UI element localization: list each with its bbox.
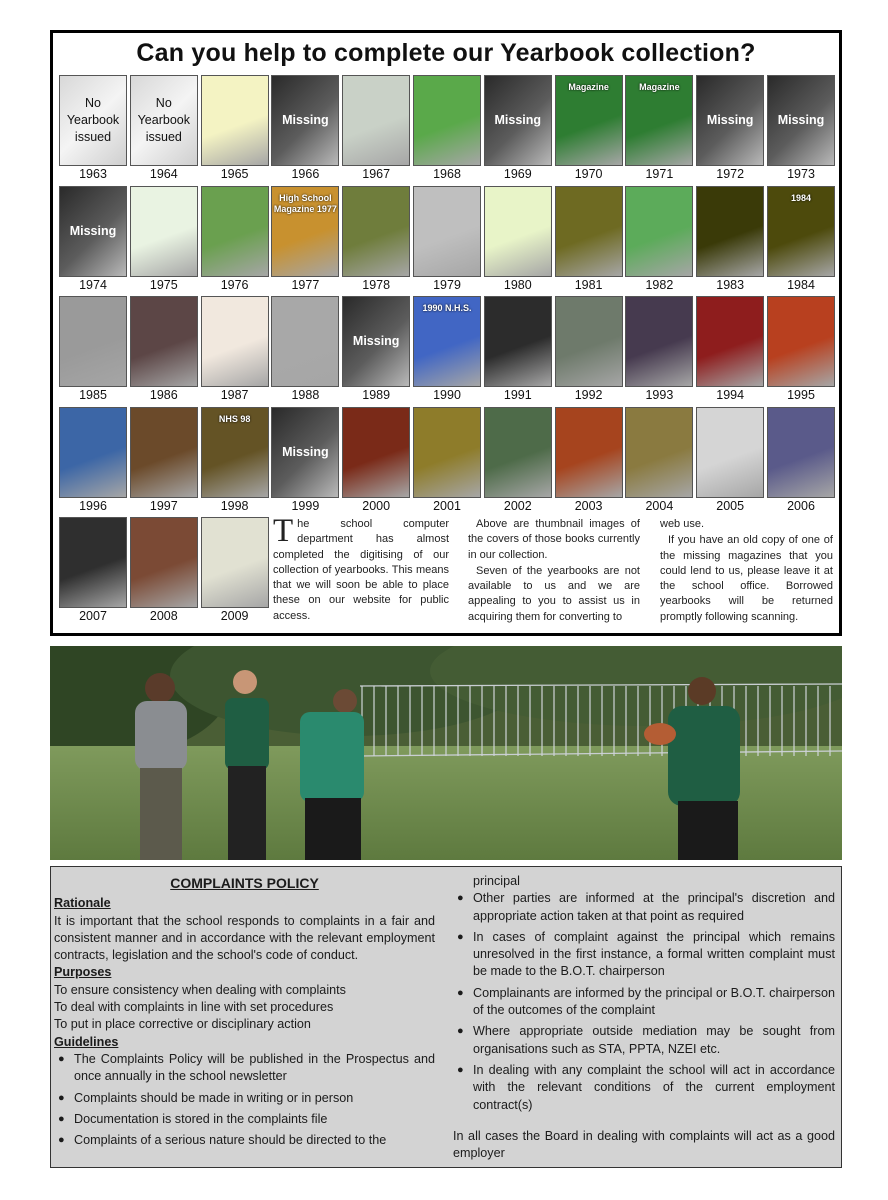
cover-thumbnail: [271, 186, 339, 277]
cover-thumbnail: [696, 186, 764, 277]
cover-year: 2009: [220, 609, 249, 623]
cover-label: Missing: [494, 113, 542, 127]
cover-label: Magazine: [568, 82, 609, 92]
missing-cover-placeholder: [271, 407, 339, 498]
intro-col2-p1: Above are thumbnail images of the covers of those books currently in our collection.: [468, 518, 640, 561]
cover-year: 1968: [433, 167, 461, 181]
guideline-item: [54, 1132, 435, 1149]
cover-year: 1972: [716, 167, 745, 181]
cover-year: 1995: [787, 388, 815, 402]
yearbook-title: Can you help to complete our Yearbook collection?: [136, 39, 756, 67]
intro-column-1: [273, 513, 449, 625]
cover-thumbnail: [342, 186, 410, 277]
guideline-text: Complaints of a serious nature should be directed to the: [74, 1133, 387, 1148]
cover-year: 1998: [220, 498, 249, 513]
missing-cover-placeholder: [271, 75, 339, 166]
cover-year: 1977: [291, 277, 320, 292]
bullet-icon: ●: [457, 930, 464, 943]
cover-year: 1969: [503, 167, 532, 181]
cover-thumbnail: [696, 407, 764, 498]
cover-year: 1992: [574, 388, 603, 402]
cover-thumbnail: [342, 75, 410, 166]
cover-thumbnail: [59, 407, 127, 498]
cover-year: 1978: [362, 277, 391, 292]
cover-year: 1988: [291, 388, 320, 402]
guideline-item: [453, 890, 835, 925]
cover-thumbnail: [767, 296, 835, 387]
cover-thumbnail: [201, 296, 269, 387]
bullet-icon: ●: [58, 1112, 65, 1125]
cover-thumbnail: [484, 407, 552, 498]
player-icon: [225, 670, 269, 860]
cover-year: 1980: [503, 277, 532, 292]
cover-year: 1971: [645, 167, 674, 181]
cover-year: 2005: [716, 498, 745, 513]
rationale-heading: Rationale: [54, 896, 111, 911]
missing-cover-placeholder: [696, 75, 764, 166]
guidelines-list-right: [453, 890, 835, 1114]
missing-cover-placeholder: [484, 75, 552, 166]
cover-year: 1982: [645, 277, 674, 292]
purpose-item: To ensure consistency when dealing with complaints: [54, 982, 346, 997]
guideline-text: Complaints should be made in writing or in person: [74, 1090, 354, 1105]
cover-thumbnail: [271, 296, 339, 387]
guideline-text: In dealing with any complaint the school will act in accordance with the relevant conditions of the current employment contract(s): [473, 1062, 835, 1112]
cover-year: 1987: [220, 388, 249, 402]
cover-thumbnail: [130, 296, 198, 387]
complaints-left-column: [54, 875, 435, 1153]
cover-thumbnail: [625, 407, 693, 498]
guideline-continuation: principal: [473, 874, 520, 888]
intro-col3-p2: If you have an old copy of one of the missing magazines that you could lend to us, please leave it at the school office. Borrowed yearbooks will be returned promptly following scanning.: [660, 534, 833, 623]
cover-label: No Yearbook issued: [137, 96, 190, 144]
rationale-text: It is important that the school responds to complaints in a fair and consistent manner and in accordance with the relevant employment contracts, legislation and the school's code of conduct.: [54, 913, 435, 963]
cover-year: 1993: [645, 388, 674, 402]
guideline-item: [54, 1090, 435, 1107]
cover-year: 1965: [220, 167, 249, 181]
cover-thumbnail: [555, 186, 623, 277]
cover-year: 1975: [149, 277, 178, 292]
cover-label: Missing: [777, 113, 825, 127]
cover-label: Missing: [69, 223, 117, 238]
cover-year: 1990: [433, 388, 461, 402]
cover-label: NHS 98: [218, 413, 251, 424]
cover-thumbnail: [130, 186, 198, 277]
cover-label: Missing: [706, 113, 754, 127]
intro-col3-p1: web use.: [660, 518, 705, 530]
intro-column-3: [660, 517, 833, 626]
guideline-text: In cases of complaint against the principal which remains unresolved in the first instance, a formal written complaint must be made to the B.O.T. chairperson: [473, 929, 835, 979]
cover-thumbnail: [484, 296, 552, 387]
cover-thumbnail: [625, 186, 693, 277]
cover-label: High School Magazine 1977: [273, 192, 337, 214]
cover-year: 1973: [787, 167, 815, 181]
cover-year: 2003: [574, 498, 603, 513]
cover-thumbnail: [413, 296, 481, 387]
cover-thumbnail: [413, 75, 481, 166]
cover-thumbnail: [130, 517, 198, 608]
guidelines-heading: Guidelines: [54, 1034, 119, 1049]
cover-label: Missing: [282, 113, 329, 127]
cover-label: No Yearbook issued: [66, 96, 120, 144]
complaints-policy-box: [50, 866, 842, 1168]
no-yearbook-placeholder: [59, 75, 127, 166]
rugby-ball-icon: [644, 723, 676, 745]
cover-thumbnail: [342, 407, 410, 498]
cover-label: Missing: [352, 334, 400, 348]
cover-thumbnail: [696, 296, 764, 387]
bullet-icon: ●: [457, 986, 464, 999]
guideline-text: Complainants are informed by the principal or B.O.T. chairperson of the outcomes of the complaint: [473, 985, 835, 1018]
cover-label: Missing: [282, 444, 329, 459]
cover-thumbnail: [201, 75, 269, 166]
guideline-text: Where appropriate outside mediation may be sought from organisations such as STA, PPTA, NZEI etc.: [473, 1024, 835, 1056]
cover-thumbnail: [201, 407, 269, 498]
cover-label: 1984: [790, 192, 812, 203]
cover-year: 1964: [149, 167, 178, 181]
students-rugby-photo: [50, 646, 842, 860]
purpose-item: To put in place corrective or disciplinary action: [54, 1017, 311, 1032]
cover-thumbnail: [201, 517, 269, 608]
cover-year: 1963: [79, 167, 107, 181]
cover-year: 1997: [149, 498, 178, 513]
guideline-text: Other parties are informed at the principal's discretion and appropriate action taken at that point as required: [473, 891, 835, 923]
cover-year: 1983: [716, 277, 745, 292]
cover-year: 1970: [574, 167, 603, 181]
cover-year: 1967: [362, 167, 391, 181]
cover-year: 1996: [79, 498, 107, 513]
cover-thumbnail: [625, 296, 693, 387]
cover-label: Magazine: [639, 82, 680, 92]
cover-year: 2001: [433, 498, 461, 513]
cover-thumbnail: [555, 75, 623, 166]
cover-year: 2000: [362, 498, 391, 513]
guideline-item: [54, 1111, 435, 1128]
bullet-icon: ●: [58, 1134, 65, 1147]
cover-year: 2004: [645, 498, 674, 513]
guideline-item: [453, 1023, 835, 1058]
bullet-icon: ●: [58, 1052, 65, 1065]
cover-thumbnail: [413, 186, 481, 277]
guideline-text: Documentation is stored in the complaints file: [74, 1111, 328, 1126]
guideline-item: [453, 1062, 835, 1114]
cover-year: 1991: [503, 388, 532, 402]
cover-thumbnail: [413, 407, 481, 498]
bullet-icon: ●: [457, 1063, 464, 1076]
cover-thumbnail: [130, 407, 198, 498]
complaints-title: COMPLAINTS POLICY: [170, 875, 319, 891]
cover-year: 1979: [433, 277, 461, 292]
cover-thumbnail: [484, 186, 552, 277]
cover-thumbnail: [767, 186, 835, 277]
guideline-item: [54, 1051, 435, 1086]
cover-year: 1966: [291, 167, 320, 181]
cover-year: 1999: [291, 498, 320, 513]
cover-label: 1990 N.H.S.: [422, 303, 472, 313]
bullet-icon: ●: [457, 892, 464, 905]
no-yearbook-placeholder: [130, 75, 198, 166]
cover-year: 2008: [149, 609, 178, 623]
cover-year: 1989: [362, 388, 391, 402]
cover-year: 2007: [79, 609, 107, 623]
bullet-icon: ●: [58, 1091, 65, 1104]
cover-year: 2002: [503, 498, 532, 513]
cover-year: 1985: [79, 388, 107, 402]
purposes-heading: Purposes: [54, 965, 112, 980]
missing-cover-placeholder: [767, 75, 835, 166]
intro-col1-text: he school computer department has almost completed the digitising of our collection of yearbooks. This means that we will soon be able to place these on our website for public access.: [273, 518, 449, 622]
cover-year: 1986: [149, 388, 178, 402]
cover-thumbnail: [555, 296, 623, 387]
guideline-text: The Complaints Policy will be published in the Prospectus and once annually in the school newsletter: [74, 1051, 435, 1084]
cover-thumbnail: [625, 75, 693, 166]
cover-year: 1994: [716, 388, 745, 402]
complaints-right-column: [453, 873, 835, 1162]
intro-col2-p2: Seven of the yearbooks are not available to us and we are appealing to you to assist us in acquiring them for converting to: [468, 564, 640, 623]
purpose-item: To deal with complaints in line with set procedures: [54, 1000, 334, 1015]
closing-statement: In all cases the Board in dealing with complaints will act as a good employer: [453, 1128, 835, 1161]
guideline-item: [453, 985, 835, 1020]
cover-year: 1984: [787, 277, 815, 292]
cover-year: 1976: [220, 277, 249, 292]
cover-year: 2006: [787, 498, 815, 513]
guidelines-list-left: [54, 1051, 435, 1149]
drop-cap: T: [273, 513, 294, 549]
cover-thumbnail: [59, 296, 127, 387]
cover-thumbnail: [59, 517, 127, 608]
bullet-icon: ●: [457, 1025, 464, 1038]
yearbook-panel: [50, 30, 842, 636]
cover-year: 1981: [574, 277, 603, 292]
photo-illustration: [50, 646, 842, 860]
player-icon: [300, 689, 364, 860]
cover-year: 1974: [79, 277, 107, 292]
missing-cover-placeholder: [342, 296, 410, 387]
intro-column-2: [468, 517, 640, 626]
guideline-item: [453, 929, 835, 981]
cover-thumbnail: [555, 407, 623, 498]
cover-thumbnail: [767, 407, 835, 498]
cover-thumbnail: [201, 186, 269, 277]
missing-cover-placeholder: [59, 186, 127, 277]
